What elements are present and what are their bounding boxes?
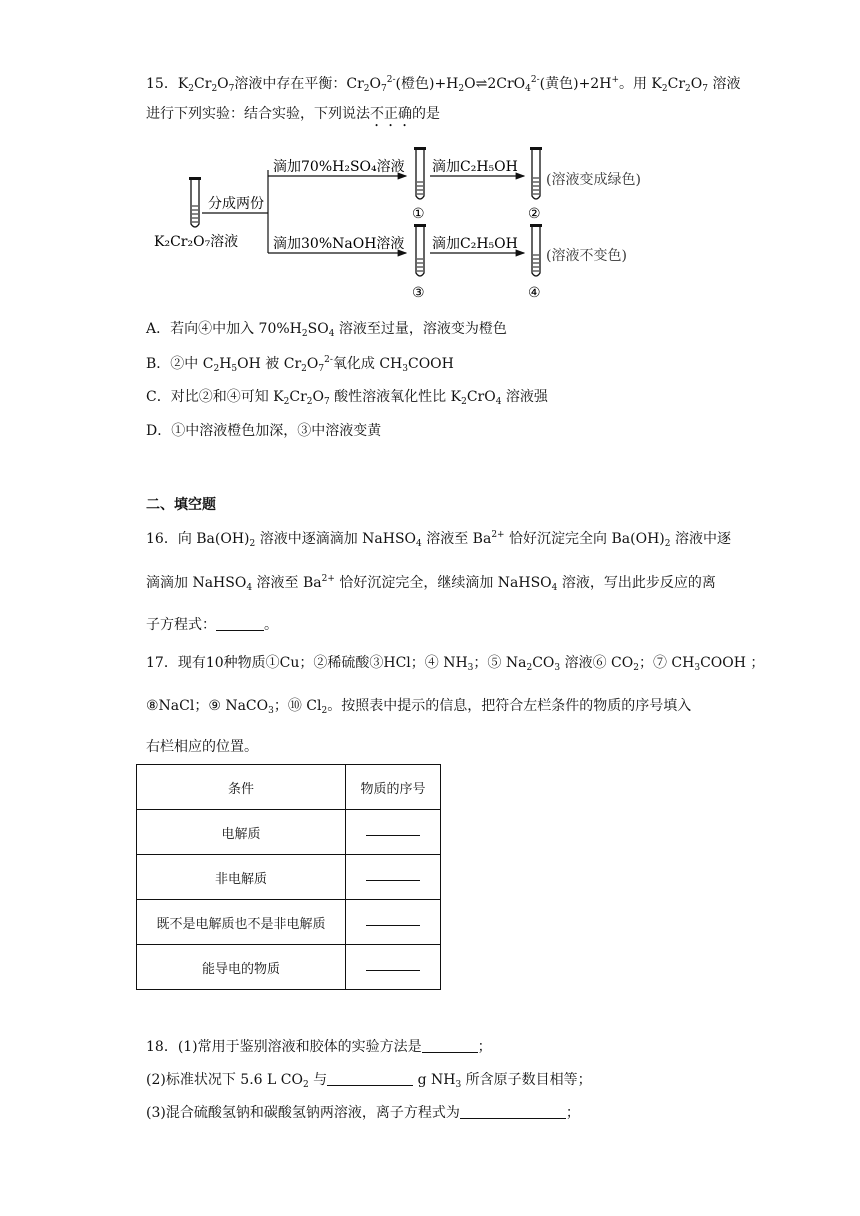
start-solution-label: K₂Cr₂O₇溶液 [154, 234, 239, 250]
tube-label-4: ④ [528, 285, 541, 301]
top-add-label: 滴加70%H₂SO₄溶液 [273, 159, 405, 175]
table-header-cell: 物质的序号 [346, 765, 441, 810]
tube-label-2: ② [528, 206, 541, 222]
table-row [137, 855, 441, 900]
tube-label-1: ① [412, 206, 425, 222]
bottom-add-label: 滴加30%NaOH溶液 [273, 236, 405, 252]
q16-line-3: 子方程式： 。 [146, 617, 278, 633]
emphasized-word: 不正确 [370, 106, 412, 122]
q17-line-2: ⑧NaCl；⑨ NaCO$_3$；⑩ $Cl_2$。按照表中提示的信息，把符合左栏条件的物质的序号填入 [146, 698, 692, 716]
table-row [137, 810, 441, 855]
q17-line-3: 右栏相应的位置。 [146, 739, 258, 755]
table-row [137, 945, 441, 990]
table-cell: 电解质 [137, 810, 346, 855]
q15-option-d: D．①中溶液橙色加深，③中溶液变黄 [146, 423, 382, 439]
test-tube-4 [530, 224, 542, 276]
q15-line-2: 进行下列实验：结合实验，下列说法不正确的是 [146, 106, 440, 122]
top-result-label: (溶液变成绿色) [546, 172, 641, 188]
table-cell: 能导电的物质 [137, 945, 346, 990]
conditions-table [136, 764, 441, 990]
q15-option-b: B．②中 $C_2H_5OH$ 被 $Cr_2O_7^{2-}$氧化成 $CH_3COOH$ [146, 355, 454, 374]
test-tube-1 [414, 147, 426, 199]
table-row [137, 900, 441, 945]
table-header-cell: 条件 [137, 765, 346, 810]
answer-blank[interactable] [460, 1104, 566, 1119]
answer-cell[interactable] [346, 900, 441, 945]
tube-label-3: ③ [412, 285, 425, 301]
answer-blank[interactable] [327, 1071, 413, 1086]
experiment-diagram [140, 140, 700, 310]
table-header-row [137, 765, 441, 810]
test-tube-3 [414, 224, 426, 276]
q15-option-c: C．对比②和④可知 $K_2Cr_2O_7$ 酸性溶液氧化性比 $K_2CrO_4$ 溶液强 [146, 389, 548, 407]
bottom-add2-label: 滴加C₂H₅OH [432, 236, 518, 252]
start-test-tube [189, 177, 201, 227]
q18-line-2: (2)标准状况下 5.6 L $CO_2$ 与 g $NH_3$ 所含原子数目相等； [146, 1072, 592, 1090]
top-add2-label: 滴加C₂H₅OH [432, 159, 518, 175]
split-label: 分成两份 [208, 196, 264, 212]
test-tube-2 [530, 147, 542, 199]
answer-cell[interactable] [346, 855, 441, 900]
q18-line-1: 18．(1)常用于鉴别溶液和胶体的实验方法是 ； [146, 1039, 492, 1055]
q16-line-1: 16．向 $Ba(OH)_2$ 溶液中逐滴滴加 NaHSO$_4$ 溶液至 $Ba^{2+}$ 恰好沉淀完全向 $Ba(OH)_2$ 溶液中逐 [146, 530, 731, 549]
table-cell: 非电解质 [137, 855, 346, 900]
section-title: 二、填空题 [146, 497, 216, 513]
q18-line-3: (3)混合硫酸氢钠和碳酸氢钠两溶液，离子方程式为 ； [146, 1105, 580, 1121]
answer-blank[interactable] [366, 960, 420, 971]
answer-blank[interactable] [366, 825, 420, 836]
bottom-result-label: (溶液不变色) [546, 248, 627, 264]
answer-blank[interactable] [366, 915, 420, 926]
q15-line-1: 15．$K_2Cr_2O_7$溶液中存在平衡：$Cr_2O_7^{2-}$(橙色)$+H_2O\rightleftharpoons 2CrO_4^{2-}$(黄色)+2H+。用 $K_2Cr_2O_7$ 溶液 [146, 75, 741, 94]
answer-blank[interactable] [216, 616, 264, 631]
answer-blank[interactable] [422, 1038, 478, 1053]
answer-cell[interactable] [346, 945, 441, 990]
q16-line-2: 滴滴加 NaHSO$_4$ 溶液至 $Ba^{2+}$ 恰好沉淀完全，继续滴加 NaHSO$_4$ 溶液，写出此步反应的离 [146, 574, 716, 593]
q17-line-1: 17．现有10种物质①Cu；②稀硫酸③HCl；④ $NH_3$；⑤ $Na_2CO_3$ 溶液⑥ $CO_2$；⑦ $CH_3COOH$ ； [146, 655, 765, 673]
table-cell: 既不是电解质也不是非电解质 [137, 900, 346, 945]
answer-cell[interactable] [346, 810, 441, 855]
answer-blank[interactable] [366, 870, 420, 881]
q15-option-a: A．若向④中加入 $70\%H_2SO_4$ 溶液至过量，溶液变为橙色 [146, 321, 507, 339]
